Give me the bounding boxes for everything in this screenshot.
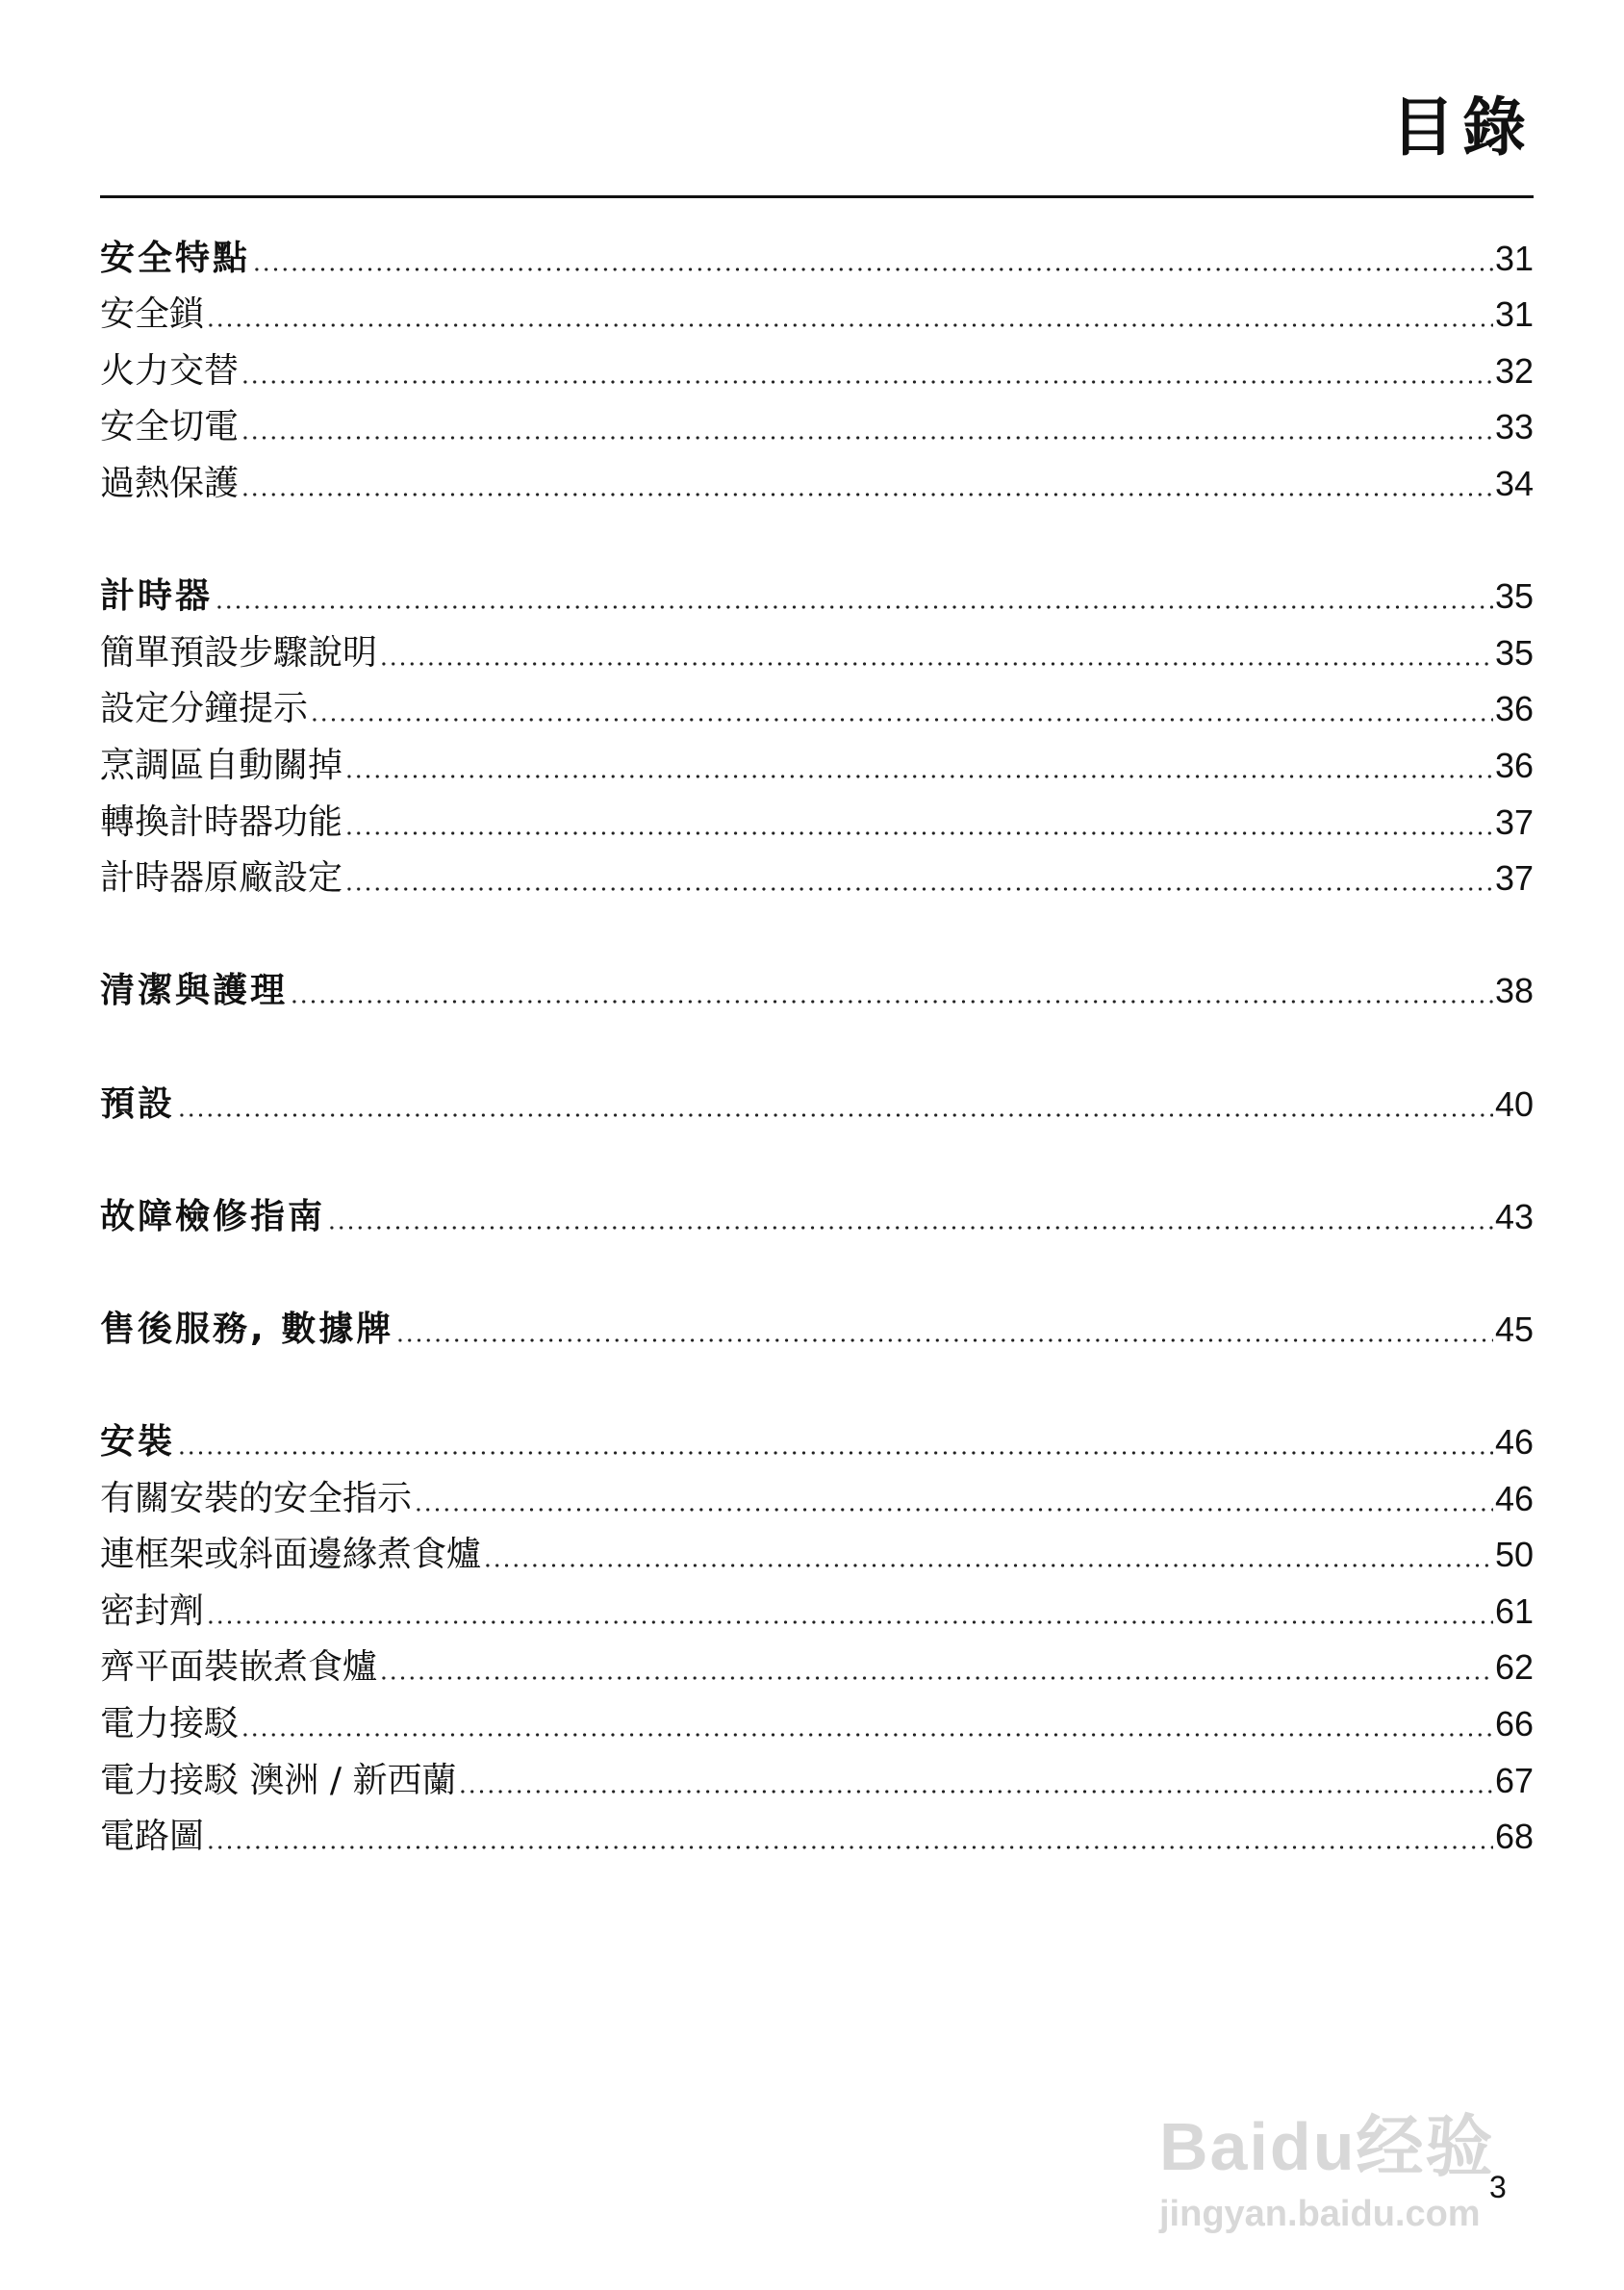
toc-entry-page: 40 <box>1494 1083 1534 1124</box>
toc-entry-page: 50 <box>1494 1535 1534 1575</box>
toc-entry-page: 35 <box>1494 632 1534 673</box>
toc-entry[interactable] <box>100 336 1534 393</box>
toc-entry-page: 37 <box>1494 858 1534 899</box>
toc-section-heading[interactable] <box>100 562 1534 619</box>
toc-entry-label: 安全鎖 <box>100 294 205 335</box>
toc-section <box>100 956 1534 1013</box>
dot-leader <box>241 436 1493 440</box>
toc-section <box>100 1069 1534 1126</box>
toc-entry-page: 38 <box>1494 971 1534 1011</box>
toc-entry-page: 45 <box>1494 1309 1534 1349</box>
toc-entry-page: 46 <box>1494 1478 1534 1518</box>
dot-leader <box>344 831 1493 835</box>
toc-entry-label: 清潔與護理 <box>100 971 289 1011</box>
toc-entry[interactable] <box>100 1802 1534 1859</box>
dot-leader <box>379 1676 1493 1680</box>
toc-entry-page: 46 <box>1494 1422 1534 1463</box>
toc-entry-label: 齊平面裝嵌煮食爐 <box>100 1647 378 1688</box>
dot-leader <box>241 380 1493 384</box>
table-of-contents <box>100 223 1534 1915</box>
dot-leader <box>344 887 1493 891</box>
toc-entry-page: 66 <box>1494 1704 1534 1744</box>
toc-entry[interactable] <box>100 1576 1534 1633</box>
dot-leader <box>395 1338 1493 1342</box>
dot-leader <box>206 323 1493 327</box>
dot-leader <box>206 1620 1493 1624</box>
toc-section <box>100 223 1534 505</box>
toc-entry-label: 簡單預設步驟說明 <box>100 632 378 673</box>
toc-entry-page: 62 <box>1494 1647 1534 1688</box>
toc-entry-page: 37 <box>1494 802 1534 842</box>
toc-entry-label: 安裝 <box>100 1422 176 1463</box>
toc-entry[interactable] <box>100 1689 1534 1745</box>
toc-entry[interactable] <box>100 787 1534 844</box>
toc-entry-label: 預設 <box>100 1083 176 1124</box>
dot-leader <box>241 493 1493 496</box>
toc-entry-page: 31 <box>1494 294 1534 335</box>
toc-entry[interactable] <box>100 1520 1534 1577</box>
toc-entry-page: 32 <box>1494 350 1534 391</box>
toc-entry-label: 有關安裝的安全指示 <box>100 1478 413 1518</box>
toc-entry-page: 36 <box>1494 689 1534 729</box>
toc-entry[interactable] <box>100 674 1534 731</box>
title-divider <box>100 195 1534 198</box>
dot-leader <box>215 605 1493 609</box>
toc-entry-label: 連框架或斜面邊緣煮食爐 <box>100 1535 482 1575</box>
toc-section-heading[interactable] <box>100 223 1534 280</box>
toc-entry-label: 計時器 <box>100 576 214 617</box>
dot-leader <box>414 1508 1493 1512</box>
dot-leader <box>290 1000 1493 1004</box>
toc-section <box>100 1182 1534 1238</box>
toc-entry[interactable] <box>100 730 1534 787</box>
toc-entry-label: 電力接駁 澳洲 / 新西蘭 <box>100 1760 457 1800</box>
toc-section <box>100 1294 1534 1351</box>
toc-entry-page: 61 <box>1494 1590 1534 1631</box>
toc-section <box>100 1407 1534 1858</box>
watermark-line1: Baidu经验 <box>1159 2109 1495 2184</box>
dot-leader <box>241 1733 1493 1737</box>
toc-entry-label: 轉換計時器功能 <box>100 802 343 842</box>
toc-entry-label: 密封劑 <box>100 1590 205 1631</box>
toc-entry[interactable] <box>100 1463 1534 1520</box>
toc-entry[interactable] <box>100 280 1534 337</box>
toc-section-heading[interactable] <box>100 1069 1534 1126</box>
page-title: 目錄 <box>1391 90 1534 165</box>
toc-entry-page: 43 <box>1494 1196 1534 1236</box>
toc-entry[interactable] <box>100 1745 1534 1802</box>
dot-leader <box>344 775 1493 778</box>
toc-entry[interactable] <box>100 844 1534 901</box>
toc-entry[interactable] <box>100 393 1534 449</box>
dot-leader <box>310 718 1493 722</box>
toc-entry-label: 安全特點 <box>100 238 251 278</box>
toc-entry-label: 售後服務, 數據牌 <box>100 1309 394 1349</box>
toc-entry-label: 電路圖 <box>100 1817 205 1857</box>
toc-entry-label: 烹調區自動關掉 <box>100 745 343 785</box>
toc-entry-page: 36 <box>1494 745 1534 785</box>
toc-section-heading[interactable] <box>100 1182 1534 1238</box>
toc-entry-label: 設定分鐘提示 <box>100 689 309 729</box>
toc-section-heading[interactable] <box>100 1407 1534 1463</box>
toc-entry-label: 故障檢修指南 <box>100 1196 326 1236</box>
toc-entry-page: 33 <box>1494 407 1534 447</box>
dot-leader <box>327 1226 1493 1230</box>
dot-leader <box>483 1564 1493 1567</box>
toc-entry-label: 過熱保護 <box>100 463 240 503</box>
dot-leader <box>177 1113 1493 1117</box>
toc-entry[interactable] <box>100 1633 1534 1690</box>
dot-leader <box>379 662 1493 666</box>
toc-entry-label: 電力接駁 <box>100 1704 240 1744</box>
dot-leader <box>252 267 1493 271</box>
toc-entry-page: 34 <box>1494 463 1534 503</box>
toc-entry-label: 安全切電 <box>100 407 240 447</box>
toc-section <box>100 562 1534 901</box>
toc-entry-page: 68 <box>1494 1817 1534 1857</box>
dot-leader <box>206 1845 1493 1849</box>
toc-section-heading[interactable] <box>100 956 1534 1013</box>
toc-entry-page: 35 <box>1494 576 1534 617</box>
toc-entry-label: 計時器原廠設定 <box>100 858 343 899</box>
watermark-line2: jingyan.baidu.com <box>1159 2194 1481 2234</box>
page-number: 3 <box>1489 2170 1507 2204</box>
dot-leader <box>458 1790 1492 1794</box>
toc-entry-page: 67 <box>1494 1760 1534 1800</box>
dot-leader <box>177 1451 1493 1455</box>
toc-entry[interactable] <box>100 618 1534 674</box>
watermark-logo <box>1159 2093 1494 2235</box>
toc-entry-page: 31 <box>1494 238 1534 278</box>
toc-section-heading[interactable] <box>100 1294 1534 1351</box>
toc-entry-label: 火力交替 <box>100 350 240 391</box>
toc-entry[interactable] <box>100 448 1534 505</box>
